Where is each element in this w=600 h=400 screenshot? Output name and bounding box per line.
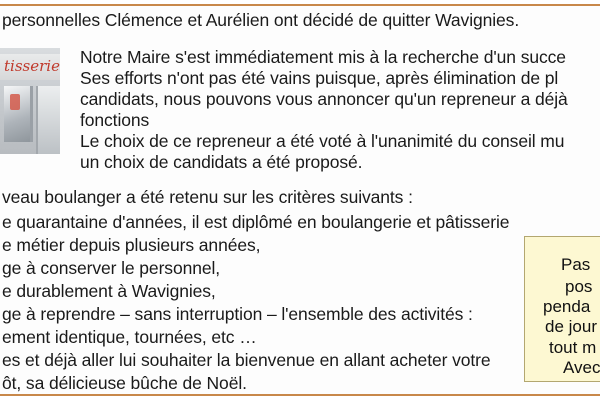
paragraph-line: Le choix de ce repreneur a été voté à l'unanimité du conseil mu: [80, 131, 565, 151]
criteria-line: es et déjà aller lui souhaiter la bienvenue en allant acheter votre: [2, 350, 491, 370]
criteria-line: ge à conserver le personnel,: [2, 258, 221, 278]
note-line: tout m: [549, 338, 597, 357]
criteria-line: veau boulanger a été retenu sur les critères suivants :: [2, 187, 413, 207]
note-line: Pas: [561, 255, 591, 274]
shop-door: [36, 86, 60, 154]
criteria-line: e métier depuis plusieurs années,: [2, 235, 261, 255]
note-line: de jour: [545, 317, 597, 336]
paragraph-line: fonctions: [80, 110, 150, 130]
paragraph-line: Ses efforts n'ont pas été vains puisque, après élimination de pl: [80, 68, 559, 88]
criteria-line: ôt, sa délicieuse bûche de Noël.: [2, 373, 247, 393]
note-line: pos: [565, 277, 593, 296]
note-line: Avec: [563, 358, 600, 377]
side-note-box: [524, 236, 600, 382]
note-line: penda: [543, 297, 591, 316]
shop-sign-text: tisserie: [4, 57, 60, 75]
paragraph-line: Notre Maire s'est immédiatement mis à la recherche d'un succe: [80, 47, 566, 67]
window-decoration: [10, 94, 20, 110]
criteria-line: e durablement à Wavignies,: [2, 281, 216, 301]
criteria-line: e quarantaine d'années, il est diplômé en boulangerie et pâtisserie: [2, 212, 510, 232]
bakery-photo: [0, 48, 60, 154]
paragraph-line: candidats, nous pouvons vous annoncer qu'un repreneur a déjà: [80, 89, 568, 109]
criteria-line: ge à reprendre – sans interruption – l'ensemble des activités :: [2, 304, 473, 324]
intro-line: personnelles Clémence et Aurélien ont décidé de quitter Wavignies.: [2, 10, 520, 30]
paragraph-line: un choix de candidats a été proposé.: [80, 152, 363, 172]
criteria-line: ement identique, tournées, etc …: [2, 327, 257, 347]
